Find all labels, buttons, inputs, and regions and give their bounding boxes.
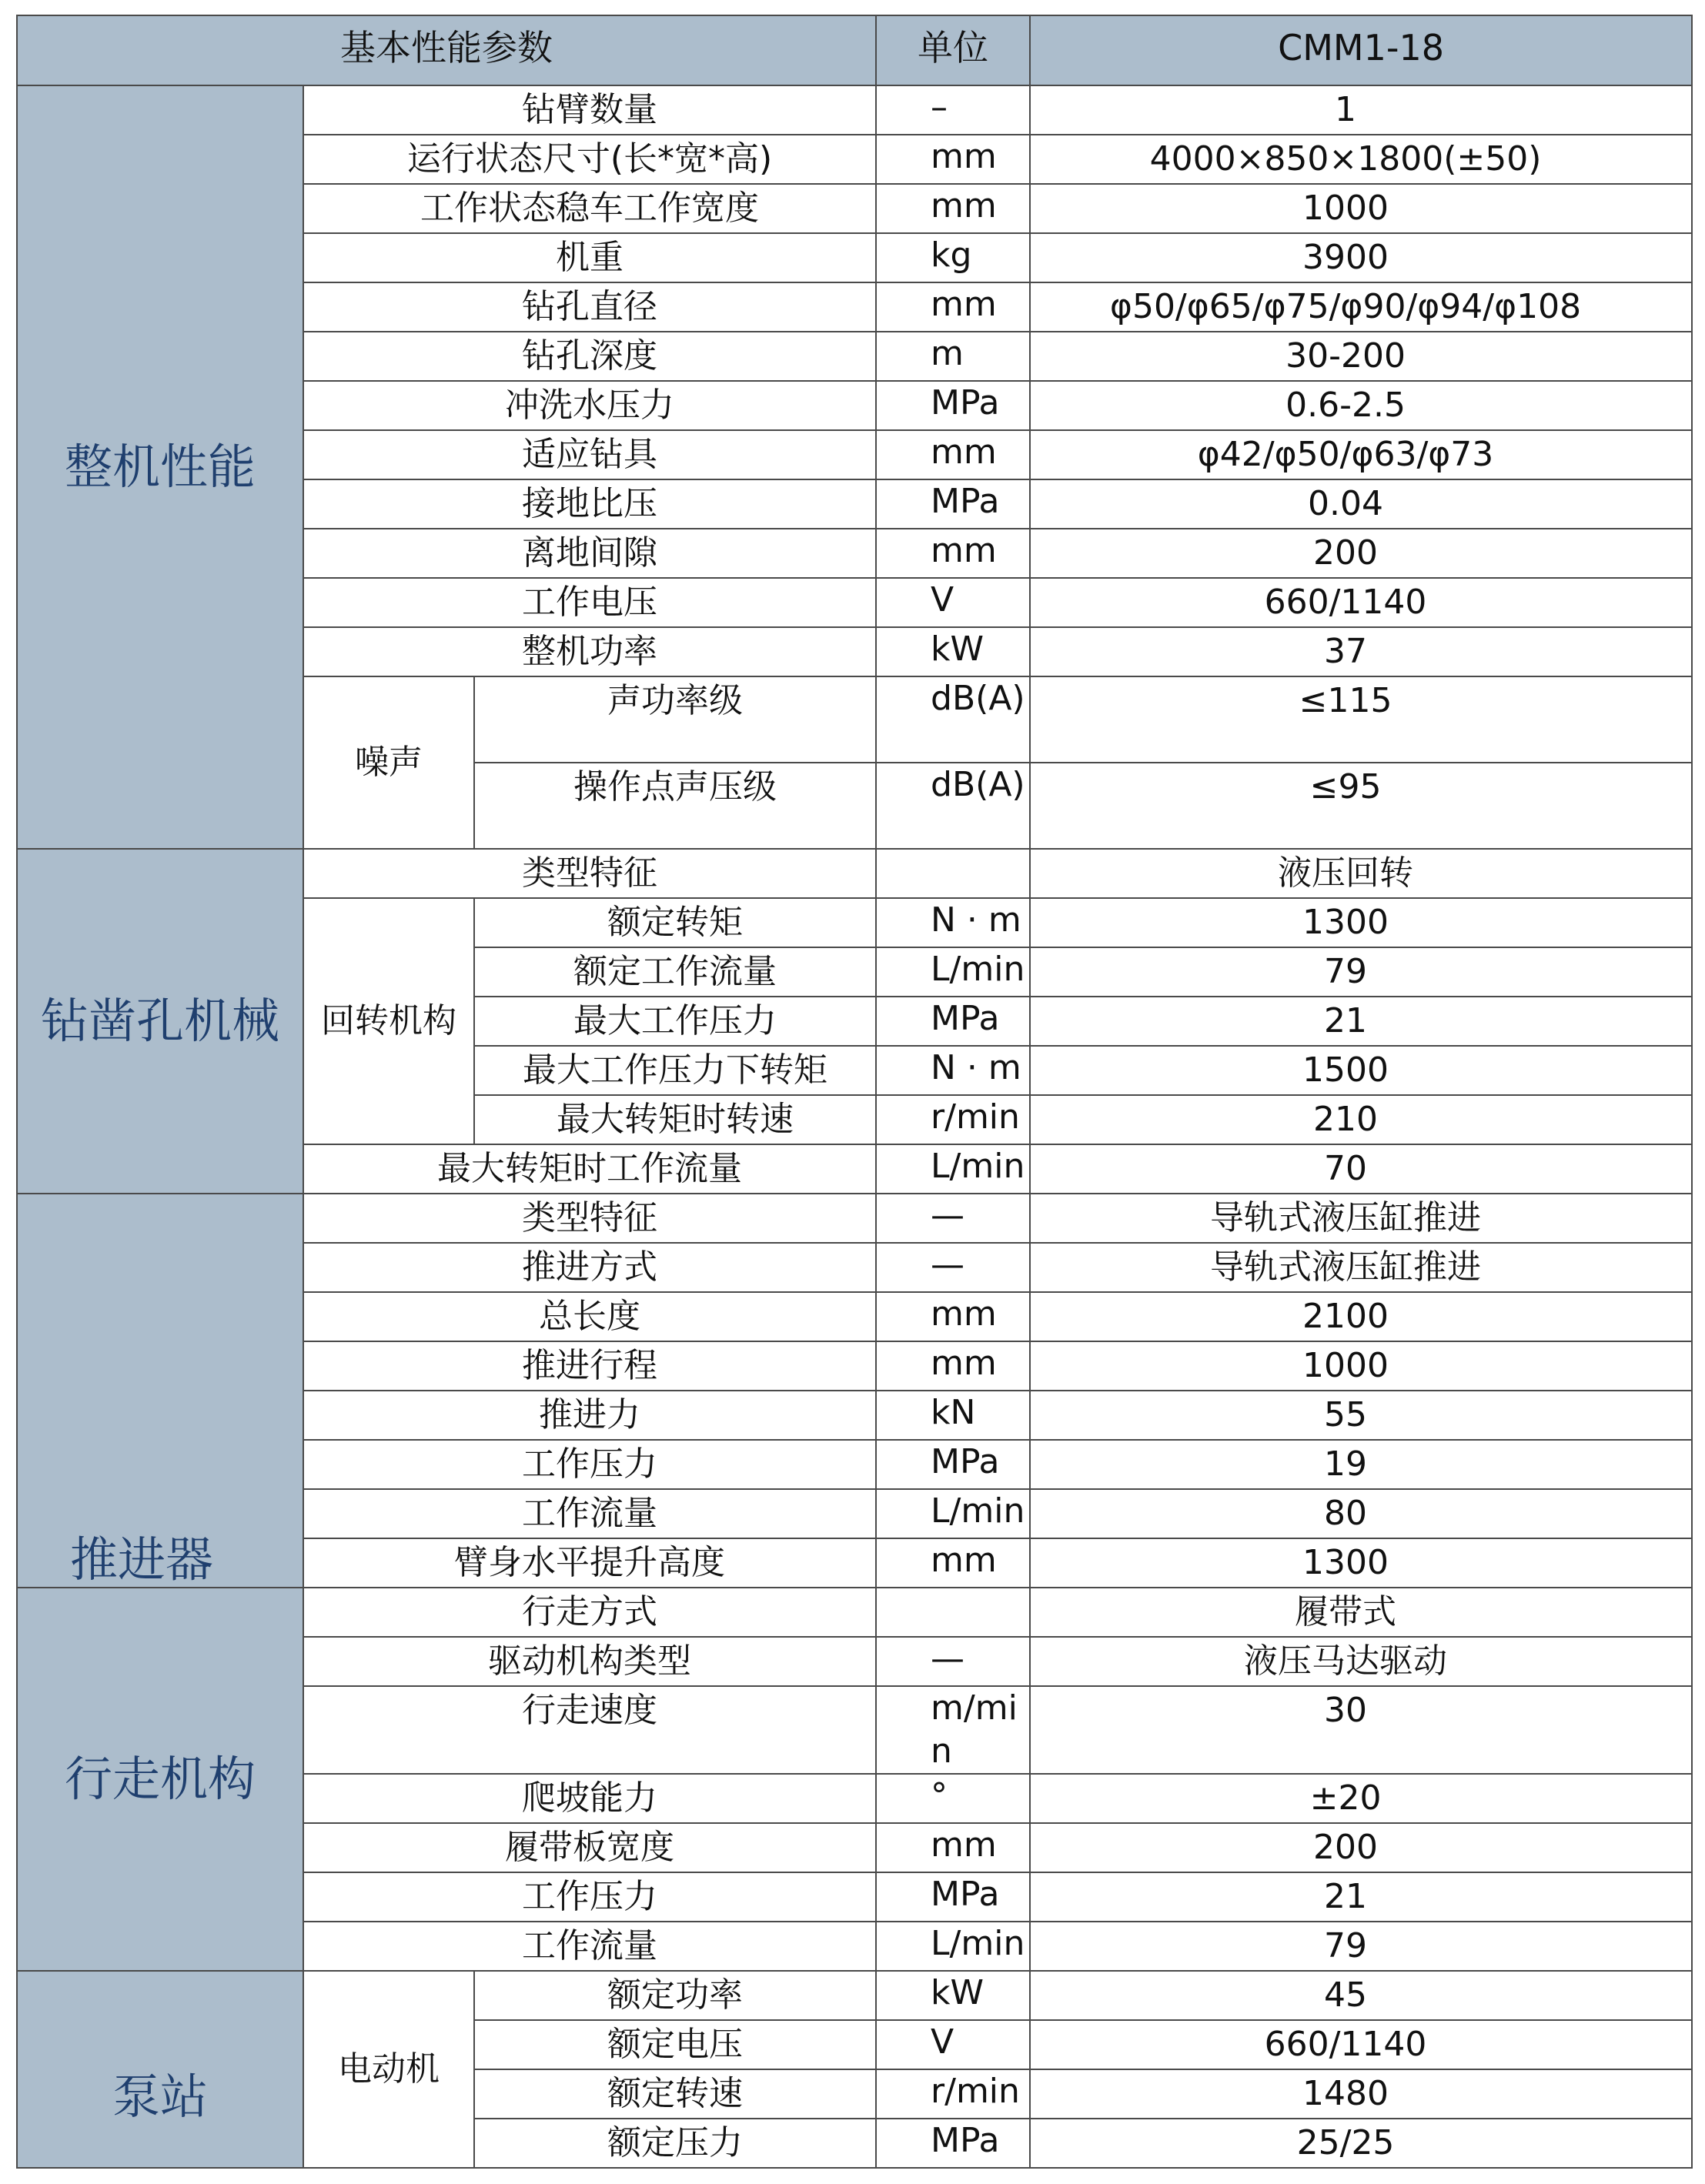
value-cell: 导轨式液压缸推进 bbox=[1030, 1243, 1692, 1292]
value-cell: 200 bbox=[1030, 1823, 1692, 1872]
value-cell: ±20 bbox=[1030, 1774, 1692, 1823]
value-cell: 导轨式液压缸推进 bbox=[1030, 1194, 1692, 1243]
param-cell: 机重 bbox=[303, 233, 876, 282]
param-cell: 驱动机构类型 bbox=[303, 1637, 876, 1686]
param-cell: 声功率级 bbox=[474, 676, 876, 763]
param-cell: 整机功率 bbox=[303, 627, 876, 676]
value-cell: ≤95 bbox=[1030, 763, 1692, 849]
param-cell: 操作点声压级 bbox=[474, 763, 876, 849]
param-cell: 总长度 bbox=[303, 1292, 876, 1341]
value-cell: 19 bbox=[1030, 1440, 1692, 1489]
unit-cell: MPa bbox=[876, 381, 1030, 430]
param-cell: 额定压力 bbox=[474, 2119, 876, 2168]
value-cell: 55 bbox=[1030, 1391, 1692, 1440]
unit-cell: dB(A) bbox=[876, 763, 1030, 849]
param-cell: 推进方式 bbox=[303, 1243, 876, 1292]
subgroup-motor: 电动机 bbox=[303, 1971, 474, 2168]
category-drilling-mechanism: 钻凿孔机械 bbox=[17, 849, 303, 1194]
unit-cell bbox=[876, 1588, 1030, 1637]
unit-cell: kW bbox=[876, 627, 1030, 676]
value-cell: 660/1140 bbox=[1030, 578, 1692, 627]
unit-cell: r/min bbox=[876, 2069, 1030, 2119]
param-cell: 冲洗水压力 bbox=[303, 381, 876, 430]
unit-cell: r/min bbox=[876, 1095, 1030, 1144]
unit-cell: m bbox=[876, 332, 1030, 381]
param-cell: 额定功率 bbox=[474, 1971, 876, 2020]
value-cell: 3900 bbox=[1030, 233, 1692, 282]
param-cell: 离地间隙 bbox=[303, 529, 876, 578]
table-row bbox=[17, 1194, 1692, 1243]
unit-cell bbox=[876, 849, 1030, 898]
table-row bbox=[17, 85, 1692, 135]
param-cell: 推进力 bbox=[303, 1391, 876, 1440]
unit-cell: MPa bbox=[876, 997, 1030, 1046]
value-cell: 79 bbox=[1030, 1922, 1692, 1971]
param-cell: 工作流量 bbox=[303, 1489, 876, 1538]
value-cell: 1000 bbox=[1030, 184, 1692, 233]
value-cell: 660/1140 bbox=[1030, 2020, 1692, 2069]
param-cell: 最大转矩时工作流量 bbox=[303, 1144, 876, 1194]
param-cell: 臂身水平提升高度 bbox=[303, 1538, 876, 1588]
unit-cell: L/min bbox=[876, 1489, 1030, 1538]
value-cell: 21 bbox=[1030, 1872, 1692, 1922]
value-cell: 0.6-2.5 bbox=[1030, 381, 1692, 430]
param-cell: 类型特征 bbox=[303, 1194, 876, 1243]
subgroup-rotary: 回转机构 bbox=[303, 898, 474, 1144]
unit-cell: m/min bbox=[876, 1686, 1030, 1774]
param-cell: 行走方式 bbox=[303, 1588, 876, 1637]
value-cell: 37 bbox=[1030, 627, 1692, 676]
value-cell: 0.04 bbox=[1030, 479, 1692, 529]
unit-cell: L/min bbox=[876, 1922, 1030, 1971]
param-cell: 工作流量 bbox=[303, 1922, 876, 1971]
unit-cell: MPa bbox=[876, 2119, 1030, 2168]
unit-cell: MPa bbox=[876, 479, 1030, 529]
unit-cell: — bbox=[876, 1194, 1030, 1243]
category-pump-station: 泵站 bbox=[17, 1971, 303, 2168]
param-cell: 工作状态稳车工作宽度 bbox=[303, 184, 876, 233]
value-cell: 1 bbox=[1030, 85, 1692, 135]
value-cell: 25/25 bbox=[1030, 2119, 1692, 2168]
param-cell: 工作电压 bbox=[303, 578, 876, 627]
param-cell: 类型特征 bbox=[303, 849, 876, 898]
value-cell: 1300 bbox=[1030, 898, 1692, 947]
value-cell: 30-200 bbox=[1030, 332, 1692, 381]
param-cell: 最大工作压力下转矩 bbox=[474, 1046, 876, 1095]
table-row bbox=[17, 1971, 1692, 2020]
header-unit: 单位 bbox=[876, 15, 1030, 85]
value-cell: 履带式 bbox=[1030, 1588, 1692, 1637]
header-model: CMM1-18 bbox=[1030, 15, 1692, 85]
unit-cell: V bbox=[876, 578, 1030, 627]
unit-cell: L/min bbox=[876, 947, 1030, 997]
param-cell: 最大工作压力 bbox=[474, 997, 876, 1046]
value-cell: 液压马达驱动 bbox=[1030, 1637, 1692, 1686]
param-cell: 额定电压 bbox=[474, 2020, 876, 2069]
unit-cell: mm bbox=[876, 1341, 1030, 1391]
value-cell: ≤115 bbox=[1030, 676, 1692, 763]
value-cell: 1500 bbox=[1030, 1046, 1692, 1095]
param-cell: 爬坡能力 bbox=[303, 1774, 876, 1823]
unit-cell: mm bbox=[876, 282, 1030, 332]
param-cell: 钻孔深度 bbox=[303, 332, 876, 381]
unit-cell: N · m bbox=[876, 1046, 1030, 1095]
param-cell: 接地比压 bbox=[303, 479, 876, 529]
subgroup-noise: 噪声 bbox=[303, 676, 474, 849]
spec-table bbox=[16, 15, 1693, 2169]
header-param: 基本性能参数 bbox=[17, 15, 876, 85]
table-row bbox=[17, 849, 1692, 898]
value-cell: 1300 bbox=[1030, 1538, 1692, 1588]
unit-cell: V bbox=[876, 2020, 1030, 2069]
unit-cell: MPa bbox=[876, 1872, 1030, 1922]
value-cell: 21 bbox=[1030, 997, 1692, 1046]
value-cell: 80 bbox=[1030, 1489, 1692, 1538]
unit-cell: dB(A) bbox=[876, 676, 1030, 763]
param-cell: 钻孔直径 bbox=[303, 282, 876, 332]
value-cell: 70 bbox=[1030, 1144, 1692, 1194]
unit-cell: mm bbox=[876, 1292, 1030, 1341]
param-cell: 工作压力 bbox=[303, 1440, 876, 1489]
value-cell: 1000 bbox=[1030, 1341, 1692, 1391]
value-cell: φ42/φ50/φ63/φ73 bbox=[1030, 430, 1692, 479]
unit-cell: – bbox=[876, 85, 1030, 135]
param-cell: 适应钻具 bbox=[303, 430, 876, 479]
param-cell: 推进行程 bbox=[303, 1341, 876, 1391]
param-cell: 最大转矩时转速 bbox=[474, 1095, 876, 1144]
unit-cell: L/min bbox=[876, 1144, 1030, 1194]
unit-cell: mm bbox=[876, 529, 1030, 578]
category-feeder: 推进器 bbox=[17, 1194, 303, 1588]
value-cell: 79 bbox=[1030, 947, 1692, 997]
unit-cell: kW bbox=[876, 1971, 1030, 2020]
param-cell: 额定转矩 bbox=[474, 898, 876, 947]
value-cell: 30 bbox=[1030, 1686, 1692, 1774]
category-travel-mechanism: 行走机构 bbox=[17, 1588, 303, 1971]
param-cell: 运行状态尺寸(长*宽*高) bbox=[303, 135, 876, 184]
unit-cell: kN bbox=[876, 1391, 1030, 1440]
value-cell: φ50/φ65/φ75/φ90/φ94/φ108 bbox=[1030, 282, 1692, 332]
value-cell: 1480 bbox=[1030, 2069, 1692, 2119]
unit-cell: MPa bbox=[876, 1440, 1030, 1489]
unit-cell: — bbox=[876, 1243, 1030, 1292]
param-cell: 工作压力 bbox=[303, 1872, 876, 1922]
header-row bbox=[17, 15, 1692, 85]
unit-cell: — bbox=[876, 1637, 1030, 1686]
param-cell: 额定工作流量 bbox=[474, 947, 876, 997]
value-cell: 液压回转 bbox=[1030, 849, 1692, 898]
value-cell: 45 bbox=[1030, 1971, 1692, 2020]
value-cell: 2100 bbox=[1030, 1292, 1692, 1341]
param-cell: 额定转速 bbox=[474, 2069, 876, 2119]
value-cell: 210 bbox=[1030, 1095, 1692, 1144]
param-cell: 行走速度 bbox=[303, 1686, 876, 1774]
unit-cell: mm bbox=[876, 1823, 1030, 1872]
table-row bbox=[17, 1588, 1692, 1637]
unit-cell: mm bbox=[876, 184, 1030, 233]
category-whole-performance: 整机性能 bbox=[17, 85, 303, 849]
unit-cell: ° bbox=[876, 1774, 1030, 1823]
unit-cell: mm bbox=[876, 135, 1030, 184]
unit-cell: kg bbox=[876, 233, 1030, 282]
value-cell: 4000×850×1800(±50) bbox=[1030, 135, 1692, 184]
unit-cell: mm bbox=[876, 1538, 1030, 1588]
param-cell: 履带板宽度 bbox=[303, 1823, 876, 1872]
unit-cell: mm bbox=[876, 430, 1030, 479]
value-cell: 200 bbox=[1030, 529, 1692, 578]
param-cell: 钻臂数量 bbox=[303, 85, 876, 135]
unit-cell: N · m bbox=[876, 898, 1030, 947]
